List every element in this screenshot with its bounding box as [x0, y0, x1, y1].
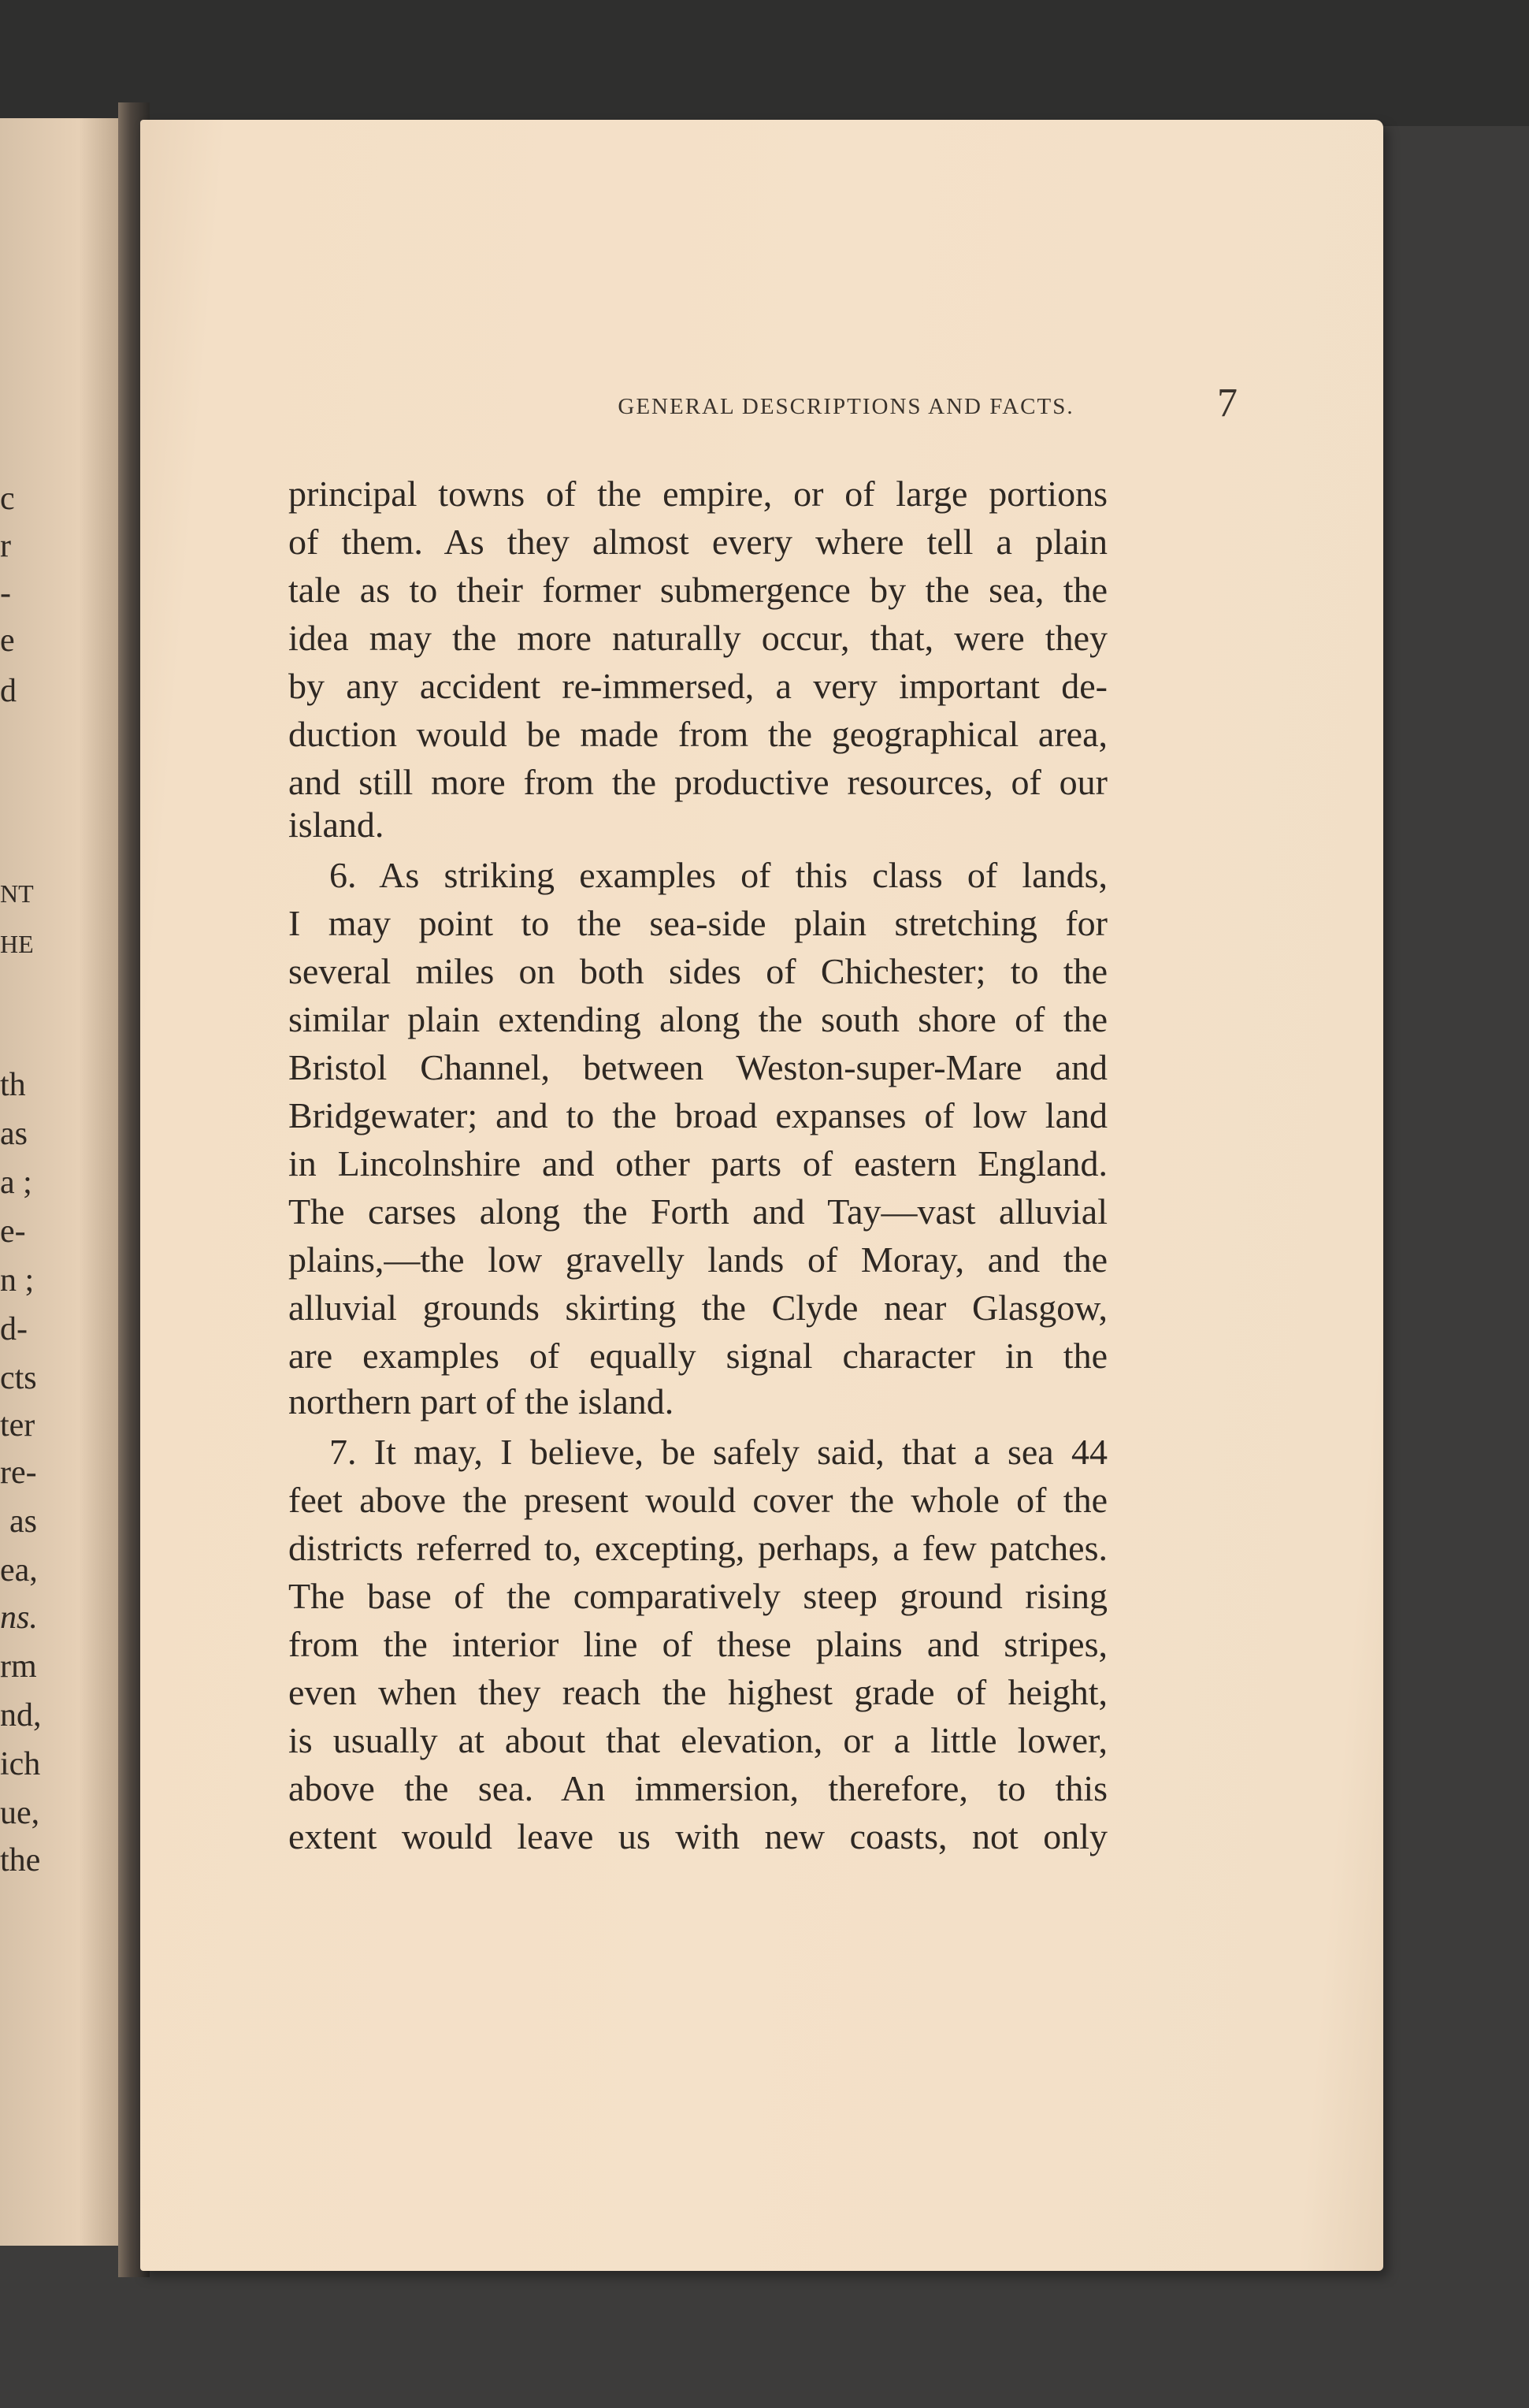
text-line: feet above the present would cover the whole of the: [288, 1480, 1108, 1520]
page-number: 7: [1217, 381, 1238, 425]
text-line: districts referred to, excepting, perhaps, a few patches.: [288, 1528, 1108, 1568]
facing-page-fragment: HE: [0, 930, 34, 958]
text-line: plains,—the low gravelly lands of Moray, and the: [288, 1239, 1108, 1280]
facing-page-fragment: re-: [0, 1455, 37, 1491]
text-line: I may point to the sea-side plain stretching for: [288, 903, 1108, 943]
text-line: from the interior line of these plains and stripes,: [288, 1624, 1108, 1664]
facing-page-fragment: rm: [0, 1648, 37, 1685]
text-line: is usually at about that elevation, or a little lower,: [288, 1720, 1108, 1760]
text-line: by any accident re-immersed, a very important de-: [288, 666, 1108, 706]
facing-page-fragment: th: [0, 1067, 26, 1103]
text-line: Bridgewater; and to the broad expanses of low land: [288, 1095, 1108, 1135]
facing-page-fragment: the: [0, 1842, 41, 1878]
facing-page-fragment: ich: [0, 1746, 41, 1782]
facing-page-fragment: d: [0, 673, 17, 709]
text-line: of them. As they almost every where tell a plain: [288, 522, 1108, 562]
text-line: The base of the comparatively steep ground rising: [288, 1576, 1108, 1616]
facing-page-fragment: n ;: [0, 1262, 35, 1299]
background-top: [0, 0, 1529, 126]
facing-page-fragment: c: [0, 481, 15, 517]
text-line: in Lincolnshire and other parts of eastern England.: [288, 1143, 1108, 1184]
facing-page-fragment: -: [0, 575, 11, 611]
text-line: principal towns of the empire, or of large portions: [288, 474, 1108, 514]
running-head: GENERAL DESCRIPTIONS AND FACTS.: [618, 394, 1074, 419]
text-line: even when they reach the highest grade of height,: [288, 1672, 1108, 1712]
text-line: tale as to their former submergence by the sea, the: [288, 570, 1108, 610]
text-line: several miles on both sides of Chichester; to the: [288, 951, 1108, 991]
text-line: extent would leave us with new coasts, not only: [288, 1816, 1108, 1856]
facing-page-fragment: e-: [0, 1213, 26, 1250]
text-line: and still more from the productive resources, of our: [288, 762, 1108, 802]
text-line: Bristol Channel, between Weston-super-Mare and: [288, 1047, 1108, 1087]
facing-page-fragment: r: [0, 528, 11, 564]
facing-page-fragment: nd,: [0, 1697, 42, 1734]
facing-page-fragment: e: [0, 622, 15, 659]
facing-page-fragment: as: [0, 1116, 28, 1152]
facing-page-fragment: as: [9, 1503, 37, 1540]
paragraph-6-first-line: 6. As striking examples of this class of lands,: [329, 855, 1108, 895]
text-line: above the sea. An immersion, therefore, to this: [288, 1768, 1108, 1808]
text-line: island.: [288, 805, 384, 845]
text-line: similar plain extending along the south shore of the: [288, 999, 1108, 1039]
facing-page-fragment: ns.: [0, 1600, 38, 1636]
facing-page-fragment: a ;: [0, 1165, 32, 1201]
facing-page-fragment: ue,: [0, 1795, 40, 1831]
book-page: [140, 120, 1383, 2271]
text-line: The carses along the Forth and Tay—vast alluvial: [288, 1191, 1108, 1232]
text-line: alluvial grounds skirting the Clyde near Glasgow,: [288, 1288, 1108, 1328]
facing-page-fragment: ea,: [0, 1552, 38, 1589]
facing-page-fragment: d-: [0, 1311, 28, 1347]
text-line: are examples of equally signal character in the: [288, 1336, 1108, 1376]
facing-page-fragment: cts: [0, 1360, 37, 1396]
paragraph-7-first-line: 7. It may, I believe, be safely said, that a sea 44: [329, 1432, 1108, 1472]
text-line: northern part of the island.: [288, 1381, 674, 1421]
text-line: idea may the more naturally occur, that, were they: [288, 618, 1108, 658]
text-line: duction would be made from the geographical area,: [288, 714, 1108, 754]
facing-page-fragment: NT: [0, 879, 34, 908]
facing-page-fragment: ter: [0, 1407, 35, 1444]
body-text: [288, 120, 1115, 2247]
